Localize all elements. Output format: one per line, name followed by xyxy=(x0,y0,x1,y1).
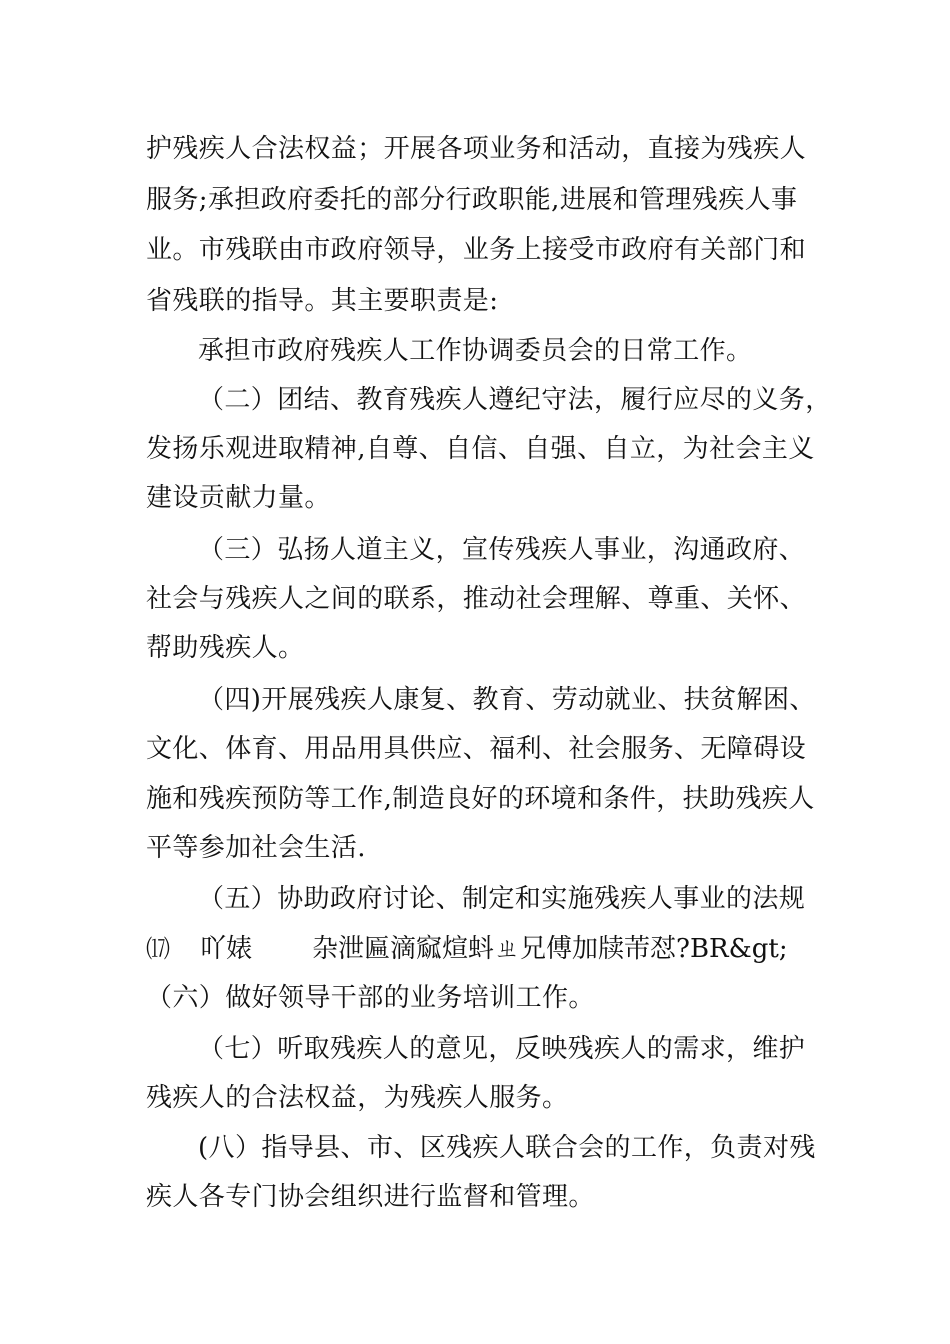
garbled-text-b: 杂泄匾滴窳煊蚪ㄓ兄傅加牍芾怼?BR&gt; xyxy=(312,934,788,964)
body-text-line: 发扬乐观进取精神,自尊、自信、自强、自立，为社会主义 xyxy=(146,434,815,464)
body-text-line: 疾人各专门协会组织进行监督和管理。 xyxy=(146,1182,595,1212)
paragraph-item-7: （七）听取残疾人的意见，反映残疾人的需求，维护 xyxy=(198,1034,806,1064)
body-text-line: 施和残疾预防等工作,制造良好的环境和条件，扶助残疾人 xyxy=(146,784,815,814)
paragraph-item-3: （三）弘扬人道主义，宣传残疾人事业，沟通政府、 xyxy=(198,535,806,565)
body-text-line: 护残疾人合法权益；开展各项业务和活动，直接为残疾人 xyxy=(146,134,807,164)
paragraph-item-6: （六）做好领导干部的业务培训工作。 xyxy=(146,983,595,1013)
body-text-line: 社会与残疾人之间的联系，推动社会理解、尊重、关怀、 xyxy=(146,584,807,614)
body-text-line: 建设贡献力量。 xyxy=(146,483,331,513)
paragraph-item-1: 承担市政府残疾人工作协调委员会的日常工作。 xyxy=(198,336,753,366)
paragraph-item-4: （四)开展残疾人康复、教育、劳动就业、扶贫解困、 xyxy=(198,685,816,715)
body-text-line: 残疾人的合法权益，为残疾人服务。 xyxy=(146,1083,569,1113)
garbled-marker: ⒄ xyxy=(146,935,170,963)
body-text-line: 服务;承担政府委托的部分行政职能,进展和管理残疾人事 xyxy=(146,185,798,215)
body-text-line: 文化、体育、用品用具供应、福利、社会服务、无障碍设 xyxy=(146,734,807,764)
paragraph-item-5: （五）协助政府讨论、制定和实施残疾人事业的法规 xyxy=(198,884,806,914)
garbled-text-a: 吖婊 xyxy=(200,934,253,964)
body-text-line: 业。市残联由市政府领导，业务上接受市政府有关部门和 xyxy=(146,235,807,265)
body-text-line: 省残联的指导。其主要职责是: xyxy=(146,286,499,316)
paragraph-item-8: (八）指导县、市、区残疾人联合会的工作，负责对残 xyxy=(198,1133,816,1163)
body-text-line: 帮助残疾人。 xyxy=(146,633,305,663)
body-text-line: 平等参加社会生活. xyxy=(146,833,366,863)
paragraph-item-2: （二）团结、教育残疾人遵纪守法，履行应尽的义务， xyxy=(198,385,832,415)
